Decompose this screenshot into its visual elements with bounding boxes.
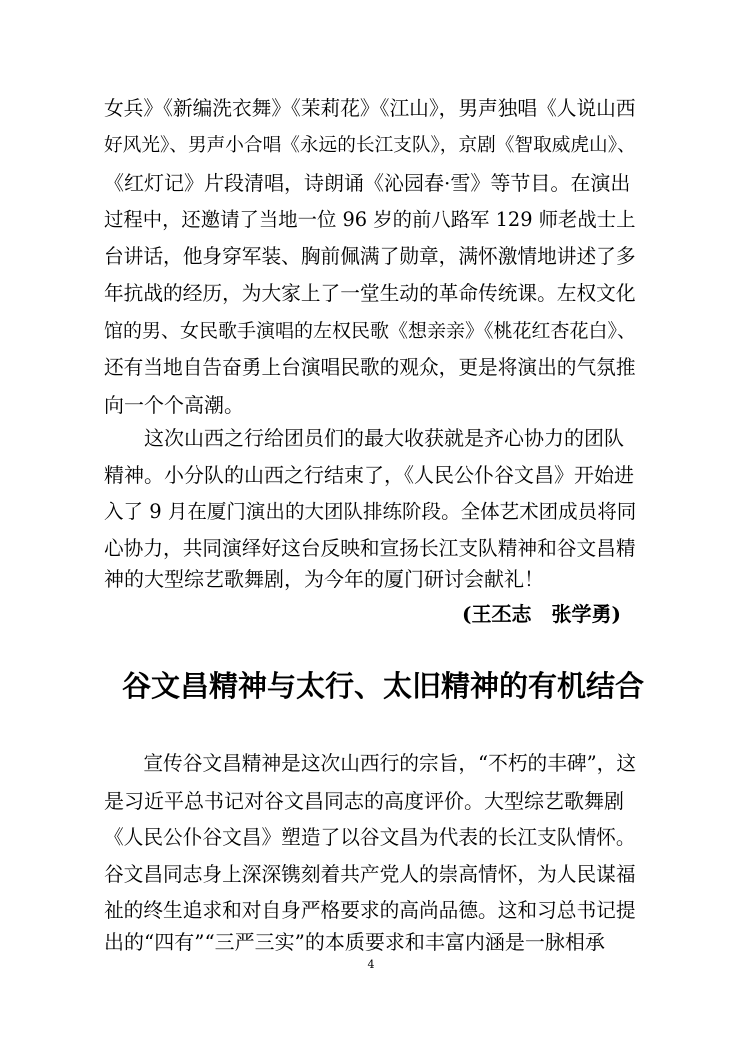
paragraph-1-line: 女兵》《新编洗衣舞》《茉莉花》《江山》，男声独唱《人说山西 xyxy=(104,97,636,120)
paragraph-1-line: 《红灯记》片段清唱，诗朗诵《沁园春·雪》等节目。在演出 xyxy=(104,171,631,195)
page-number: 4 xyxy=(367,958,375,971)
paragraph-1-line: 还有当地自告奋勇上台演唱民歌的观众，更是将演出的气氛推 xyxy=(104,356,636,379)
paragraph-1-line: 馆的男、女民歌手演唱的左权民歌《想亲亲》《桃花红杏花白》、 xyxy=(104,320,637,342)
paragraph-1-line: 年抗战的经历，为大家上了一堂生动的革命传统课。左权文化 xyxy=(104,282,636,305)
paragraph-1-line: 过程中，还邀请了当地一位 96 岁的前八路军 129 师老战士上 xyxy=(104,208,636,231)
paragraph-1-line: 向一个个高潮。 xyxy=(104,393,244,417)
paragraph-2-line: 精神。小分队的山西之行结束了，《人民公仆谷文昌》开始进 xyxy=(104,463,634,487)
section-heading: 谷文昌精神与太行、太旧精神的有机结合 xyxy=(122,669,645,703)
paragraph-3-line: 谷文昌同志身上深深镌刻着共产党人的崇高情怀，为人民谋福 xyxy=(104,863,636,886)
paragraph-1-line: 台讲话，他身穿军装、胸前佩满了勋章，满怀激情地讲述了多 xyxy=(104,245,636,268)
author-signature: (王丕志 张学勇) xyxy=(462,602,621,626)
paragraph-3-line: 宣传谷文昌精神是这次山西行的宗旨，“不朽的丰碑”，这 xyxy=(104,752,637,775)
paragraph-1-line: 好风光》、男声小合唱《永远的长江支队》，京剧《智取威虎山》、 xyxy=(104,135,636,156)
paragraph-3-line: 祉的终生追求和对自身严格要求的高尚品德。这和习总书记提 xyxy=(104,899,636,922)
paragraph-2-line: 神的大型综艺歌舞剧，为今年的厦门研讨会献礼！ xyxy=(104,567,544,591)
paragraph-3-line: 是习近平总书记对谷文昌同志的高度评价。大型综艺歌舞剧 xyxy=(104,789,624,813)
paragraph-2-line: 这次山西之行给团员们的最大收获就是齐心协力的团队 xyxy=(104,426,624,450)
paragraph-2-line: 入了 9 月在厦门演出的大团队排练阶段。全体艺术团成员将同 xyxy=(104,500,637,523)
paragraph-2-line: 心协力，共同演绎好这台反映和宣扬长江支队精神和谷文昌精 xyxy=(104,537,636,560)
paragraph-3-line: 出的“四有”“三严三实”的本质要求和丰富内涵是一脉相承 xyxy=(104,930,605,954)
paragraph-3-line: 《人民公仆谷文昌》塑造了以谷文昌为代表的长江支队情怀。 xyxy=(104,826,636,849)
